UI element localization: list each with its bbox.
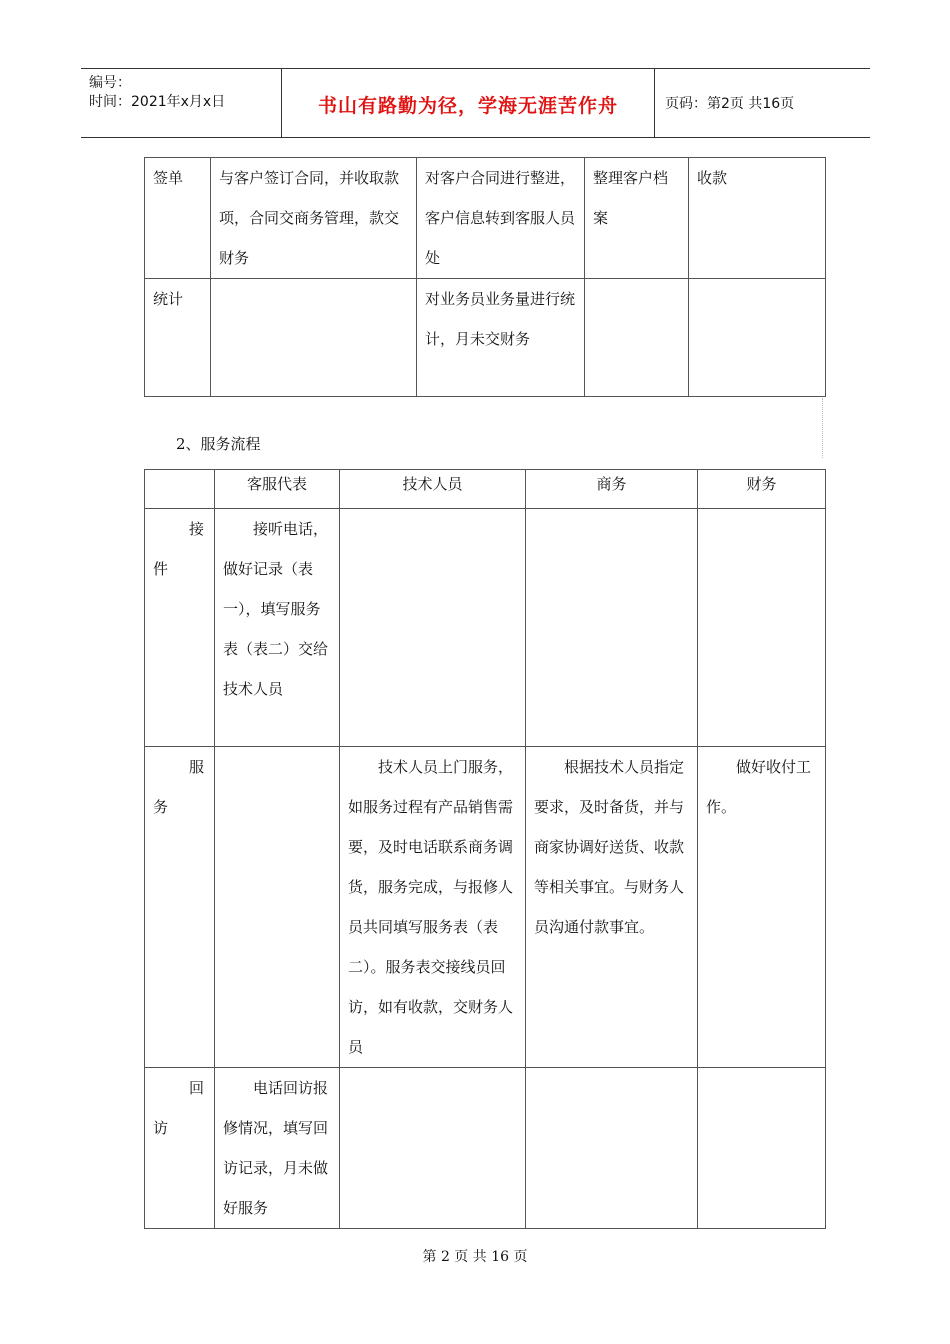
margin-dotted-line	[822, 398, 823, 458]
doc-number-label: 编号：	[89, 75, 131, 91]
stage-cell	[145, 1068, 215, 1229]
header-page-cell	[655, 69, 870, 137]
stage-cell	[145, 747, 215, 1068]
header-page-number: 页码：第2页 共16页	[665, 96, 795, 112]
stage-char-top: 接	[188, 520, 204, 538]
column-header: 技术人员	[340, 470, 526, 509]
stage-char-top: 回	[188, 1079, 204, 1097]
column-header: 客服代表	[215, 470, 340, 509]
table-row	[145, 1068, 826, 1229]
table-cell	[585, 279, 689, 397]
service-process-table	[144, 469, 826, 1229]
table-cell: 接听电话，做好记录（表一），填写服务表（表二）交给技术人员	[215, 509, 340, 747]
stage-char-bottom: 务	[153, 798, 169, 816]
table-cell: 技术人员上门服务，如服务过程有产品销售需要，及时电话联系商务调货，服务完成，与报修人员共同填写服务表（表二）。服务表交接线员回访，如有收款，交财务人员	[340, 747, 526, 1068]
table-cell	[340, 1068, 526, 1229]
table-cell: 电话回访报修情况，填写回访记录，月未做好服务	[215, 1068, 340, 1229]
table-cell	[698, 1068, 826, 1229]
table-cell	[215, 747, 340, 1068]
column-header: 财务	[698, 470, 826, 509]
table-row	[145, 158, 826, 279]
column-header: 商务	[526, 470, 698, 509]
header-row	[145, 470, 826, 509]
table-cell	[689, 279, 826, 397]
table-cell: 对业务员业务量进行统计，月未交财务	[417, 279, 585, 397]
table-cell	[526, 509, 698, 747]
table-cell: 做好收付工作。	[698, 747, 826, 1068]
table-row	[145, 747, 826, 1068]
stage-cell	[145, 509, 215, 747]
doc-time-label: 时间：2021年x月x日	[89, 94, 226, 110]
section-title: 2、服务流程	[176, 435, 261, 453]
header-meta-cell	[81, 69, 282, 137]
table-cell	[698, 509, 826, 747]
table-cell: 整理客户档案	[585, 158, 689, 279]
table-cell	[211, 279, 417, 397]
stage-char-bottom: 件	[153, 560, 169, 578]
stage-char-bottom: 访	[153, 1119, 169, 1137]
table-cell: 对客户合同进行整进，客户信息转到客服人员处	[417, 158, 585, 279]
stage-char-top: 服	[188, 758, 204, 776]
page-footer: 第 2 页 共 16 页	[422, 1249, 528, 1265]
page-header	[81, 68, 870, 138]
stage-cell: 签单	[145, 158, 211, 279]
header-motto-cell	[282, 69, 655, 137]
table-cell: 与客户签订合同，并收取款项，合同交商务管理，款交财务	[211, 158, 417, 279]
table-cell: 根据技术人员指定要求，及时备货，并与商家协调好送货、收款等相关事宜。与财务人员沟通付款事宜。	[526, 747, 698, 1068]
header-motto: 书山有路勤为径，学海无涯苦作舟	[317, 95, 618, 117]
sales-process-table	[144, 157, 826, 397]
table-row	[145, 279, 826, 397]
table-cell: 收款	[689, 158, 826, 279]
column-header	[145, 470, 215, 509]
table-cell	[526, 1068, 698, 1229]
stage-cell: 统计	[145, 279, 211, 397]
table-cell	[340, 509, 526, 747]
table-row	[145, 509, 826, 747]
